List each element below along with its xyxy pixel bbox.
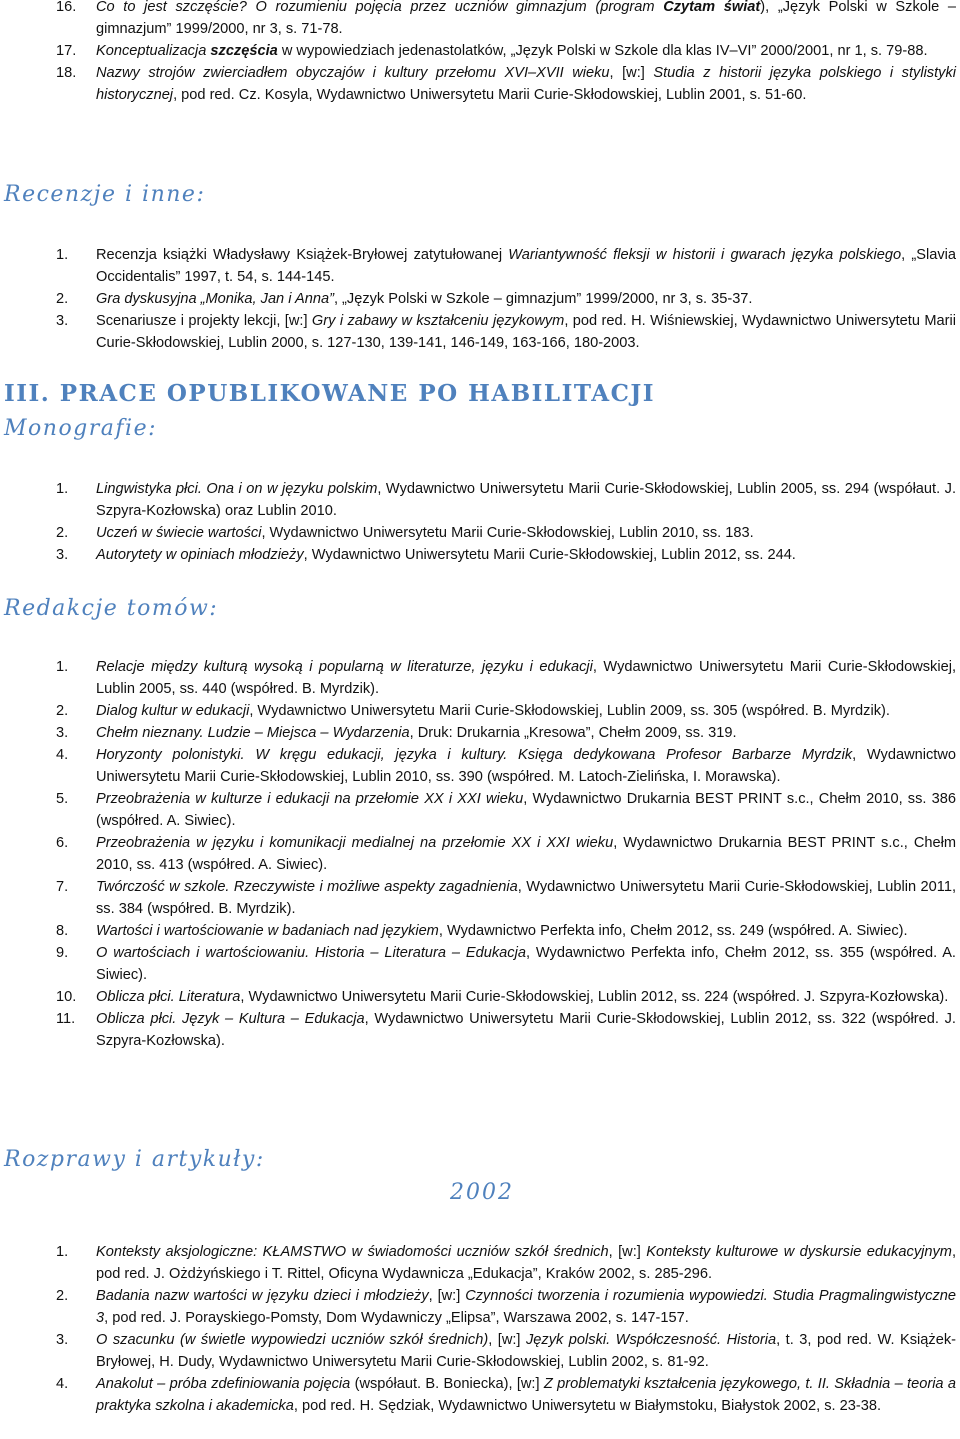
item-text: , Wydawnictwo Drukarnia BEST PRINT s.c., Chełm 2010, ss. 386 (współred. A. Siwiec). (96, 791, 956, 829)
year-heading: 2002 (450, 1180, 514, 1205)
item-text: , pod red. H. Sędziak, Wydawnictwo Uniwersytetu w Białymstoku, Białystok 2002, s. 23-38. (293, 1398, 882, 1414)
recenzje-list (0, 244, 960, 354)
item-number: 1. (56, 481, 69, 497)
monografie-list (0, 478, 960, 566)
item-number: 1. (56, 659, 69, 675)
item-number: 2. (56, 291, 69, 307)
item-number: 2. (56, 1288, 69, 1304)
list-item (0, 1329, 960, 1373)
top-list (0, 0, 960, 106)
heading-monografie: Monografie: (4, 416, 158, 441)
item-text: , Wydawnictwo Uniwersytetu Marii Curie-Skłodowskiej, Lublin 2005, ss. 440 (współred. B. Myrdzik). (96, 659, 956, 697)
item-text: Gra dyskusyjna „Monika, Jan i Anna” (96, 291, 334, 307)
item-text: , „Slavia Occidentalis” 1997, t. 54, s. 144-145. (96, 247, 956, 285)
item-text: O szacunku (w świetle wypowiedzi uczniów szkół średnich) (96, 1332, 489, 1348)
list-item (0, 656, 960, 700)
item-text: , Wydawnictwo Perfekta info, Chełm 2012, ss. 249 (współred. A. Siwiec). (438, 923, 908, 939)
list-item (0, 310, 960, 354)
list-item (0, 876, 960, 920)
item-text: , [w:] (428, 1288, 466, 1304)
list-item (0, 288, 960, 310)
item-text: , Wydawnictwo Drukarnia BEST PRINT s.c., Chełm 2010, ss. 413 (współred. A. Siwiec). (96, 835, 956, 873)
item-text: , Wydawnictwo Uniwersytetu Marii Curie-Skłodowskiej, Lublin 2010, ss. 390 (współred. M. Latoch-Zielińska, I. Morawska). (96, 747, 956, 785)
item-text: Oblicza płci. Literatura (96, 989, 241, 1005)
list-item (0, 744, 960, 788)
item-text: Dialog kultur w edukacji (96, 703, 250, 719)
item-number: 5. (56, 791, 69, 807)
item-number: 9. (56, 945, 69, 961)
item-text: , pod red. J. Ożdżyńskiego i T. Rittel, Oficyna Wydawnicza „Edukacja”, Kraków 2002, s. 285-296. (96, 1244, 957, 1282)
item-number: 2. (56, 703, 69, 719)
item-text: Język polski. Współczesność. Historia (525, 1332, 777, 1348)
item-text: Konceptualizacja (96, 43, 211, 59)
item-text: Konteksty aksjologiczne: KŁAMSTWO w świadomości uczniów szkół średnich (96, 1244, 609, 1260)
item-text: , [w:] (488, 1332, 526, 1348)
item-text: , Wydawnictwo Uniwersytetu Marii Curie-Skłodowskiej, Lublin 2012, ss. 224 (współred. J. Szpyra-Kozłowska). (240, 989, 949, 1005)
item-text: Twórczość w szkole. Rzeczywiste i możliwe aspekty zagadnienia (96, 879, 518, 895)
item-text: , [w:] (609, 65, 654, 81)
heading-recenzje: Recenzje i inne: (4, 182, 206, 207)
item-number: 8. (56, 923, 69, 939)
item-number: 4. (56, 747, 69, 763)
item-number: 11. (56, 1011, 76, 1027)
item-number: 16. (56, 0, 77, 15)
item-text: O wartościach i wartościowaniu. Historia – Literatura – Edukacja (96, 945, 526, 961)
list-item (0, 0, 960, 40)
list-item (0, 1008, 960, 1052)
heading-redakcje: Redakcje tomów: (4, 596, 219, 621)
item-text: (współaut. B. Boniecka), [w:] (350, 1376, 544, 1392)
list-item (0, 1285, 960, 1329)
item-text: , „Język Polski w Szkole – gimnazjum” 1999/2000, nr 3, s. 35-37. (333, 291, 753, 307)
list-item (0, 942, 960, 986)
item-text: Chełm nieznany. Ludzie – Miejsca – Wydarzenia (96, 725, 410, 741)
item-text: Badania nazw wartości w języku dzieci i młodzieży (96, 1288, 429, 1304)
item-number: 3. (56, 313, 69, 329)
item-text: Horyzonty polonistyki. W kręgu edukacji, języka i kultury. Księga dedykowana Profesor Barbarze Myrdzik (96, 747, 853, 763)
item-text: Relacje między kulturą wysoką i popularną w literaturze, języku i edukacji (96, 659, 593, 675)
item-number: 3. (56, 1332, 69, 1348)
item-text: Autorytety w opiniach młodzieży (96, 547, 304, 563)
item-text: , [w:] (608, 1244, 647, 1260)
item-number: 2. (56, 525, 69, 541)
list-item (0, 544, 960, 566)
item-text: Co to jest szczęście? O rozumieniu pojęcia przez uczniów gimnazjum (program (96, 0, 664, 15)
item-number: 4. (56, 1376, 69, 1392)
redakcje-list (0, 656, 960, 1052)
item-number: 7. (56, 879, 69, 895)
list-item (0, 986, 960, 1008)
list-item (0, 700, 960, 722)
list-item (0, 478, 960, 522)
item-text: Gry i zabawy w kształceniu językowym (311, 313, 565, 329)
item-text: Nazwy strojów zwierciadłem obyczajów i kultury przełomu XVI–XVII wieku (96, 65, 610, 81)
item-text: Wariantywność fleksji w historii i gwarach języka polskiego (508, 247, 902, 263)
item-text: , t. 3, pod red. W. Książek-Bryłowej, H. Dudy, Wydawnictwo Uniwersytetu Marii Curie-Skłodowskiej, Lublin 2002, s. 81-92. (96, 1332, 956, 1370)
item-number: 3. (56, 547, 69, 563)
item-text: , Wydawnictwo Uniwersytetu Marii Curie-Skłodowskiej, Lublin 2011, ss. 384 (współred. B. Myrdzik). (96, 879, 956, 917)
list-item (0, 40, 960, 62)
item-text: Anakolut – próba zdefiniowania pojęcia (96, 1376, 351, 1392)
item-text: , Wydawnictwo Uniwersytetu Marii Curie-Skłodowskiej, Lublin 2009, ss. 305 (współred. B. Myrdzik). (249, 703, 890, 719)
item-number: 1. (56, 247, 69, 263)
item-text: Czynności tworzenia i rozumienia wypowiedzi. Studia Pragmalingwistyczne 3 (96, 1288, 956, 1326)
item-text: Konteksty kulturowe w dyskursie edukacyjnym (646, 1244, 952, 1260)
list-item (0, 1373, 960, 1417)
item-text: Wartości i wartościowanie w badaniach nad językiem (96, 923, 439, 939)
item-text: , Wydawnictwo Uniwersytetu Marii Curie-Skłodowskiej, Lublin 2012, ss. 322 (współred. J. Szpyra-Kozłowska). (96, 1011, 956, 1049)
item-text: Recenzja książki Władysławy Książek-Bryłowej zatytułowanej (96, 247, 509, 263)
rozprawy-list (0, 1241, 960, 1417)
section-heading: III. PRACE OPUBLIKOWANE PO HABILITACJI (4, 380, 656, 407)
list-item (0, 788, 960, 832)
item-text: Z problematyki kształcenia językowego, t. II. Składnia – teoria a praktyka szkolna i akademicka (96, 1376, 956, 1414)
list-item (0, 244, 960, 288)
list-item (0, 1241, 960, 1285)
item-text: , Wydawnictwo Uniwersytetu Marii Curie-Skłodowskiej, Lublin 2005, ss. 294 (współaut. J. Szpyra-Kozłowska) oraz Lublin 2010. (96, 481, 957, 519)
item-text: , Wydawnictwo Uniwersytetu Marii Curie-Skłodowskiej, Lublin 2010, ss. 183. (261, 525, 754, 541)
item-text: Przeobrażenia w języku i komunikacji medialnej na przełomie XX i XXI wieku (96, 835, 614, 851)
item-text: , Wydawnictwo Uniwersytetu Marii Curie-Skłodowskiej, Lublin 2012, ss. 244. (303, 547, 796, 563)
item-text: ), „Język Polski w Szkole – gimnazjum” 1999/2000, nr 3, s. 71-78. (96, 0, 956, 37)
item-text: Studia z historii języka polskiego i stylistyki historycznej (96, 65, 956, 103)
item-text: Uczeń w świecie wartości (96, 525, 262, 541)
item-text: , Wydawnictwo Perfekta info, Chełm 2012, ss. 355 (współred. A. Siwiec). (96, 945, 956, 983)
list-item (0, 522, 960, 544)
item-number: 17. (56, 43, 77, 59)
item-number: 6. (56, 835, 69, 851)
list-item (0, 832, 960, 876)
item-text: , Druk: Drukarnia „Kresowa”, Chełm 2009, ss. 319. (409, 725, 737, 741)
item-number: 18. (56, 65, 77, 81)
item-number: 1. (56, 1244, 69, 1260)
item-text: w wypowiedziach jedenastolatków, „Język Polski w Szkole dla klas IV–VI” 2000/2001, nr 1, s. 79-88. (277, 43, 928, 59)
item-text: , pod red. H. Wiśniewskiej, Wydawnictwo Uniwersytetu Marii Curie-Skłodowskiej, Lublin 2000, s. 127-130, 139-141, 146-149, 163-166, 180-2003. (96, 313, 956, 351)
item-text: , pod red. J. Porayskiego-Pomsty, Dom Wydawniczy „Elipsa”, Warszawa 2002, s. 147-157. (104, 1310, 689, 1326)
item-text: Oblicza płci. Język – Kultura – Edukacja (96, 1011, 365, 1027)
list-item (0, 722, 960, 744)
item-text: Przeobrażenia w kulturze i edukacji na przełomie XX i XXI wieku (96, 791, 524, 807)
item-text: , pod red. Cz. Kosyla, Wydawnictwo Uniwersytetu Marii Curie-Skłodowskiej, Lublin 2001, s. 51-60. (173, 87, 807, 103)
item-text: Scenariusze i projekty lekcji, [w:] (96, 313, 312, 329)
item-text: szczęścia (210, 43, 278, 59)
item-text: Czytam świat (663, 0, 761, 15)
heading-rozprawy: Rozprawy i artykuły: (4, 1147, 265, 1172)
item-text: Lingwistyka płci. Ona i on w języku polskim (96, 481, 378, 497)
list-item (0, 62, 960, 106)
list-item (0, 920, 960, 942)
item-number: 10. (56, 989, 77, 1005)
item-number: 3. (56, 725, 69, 741)
